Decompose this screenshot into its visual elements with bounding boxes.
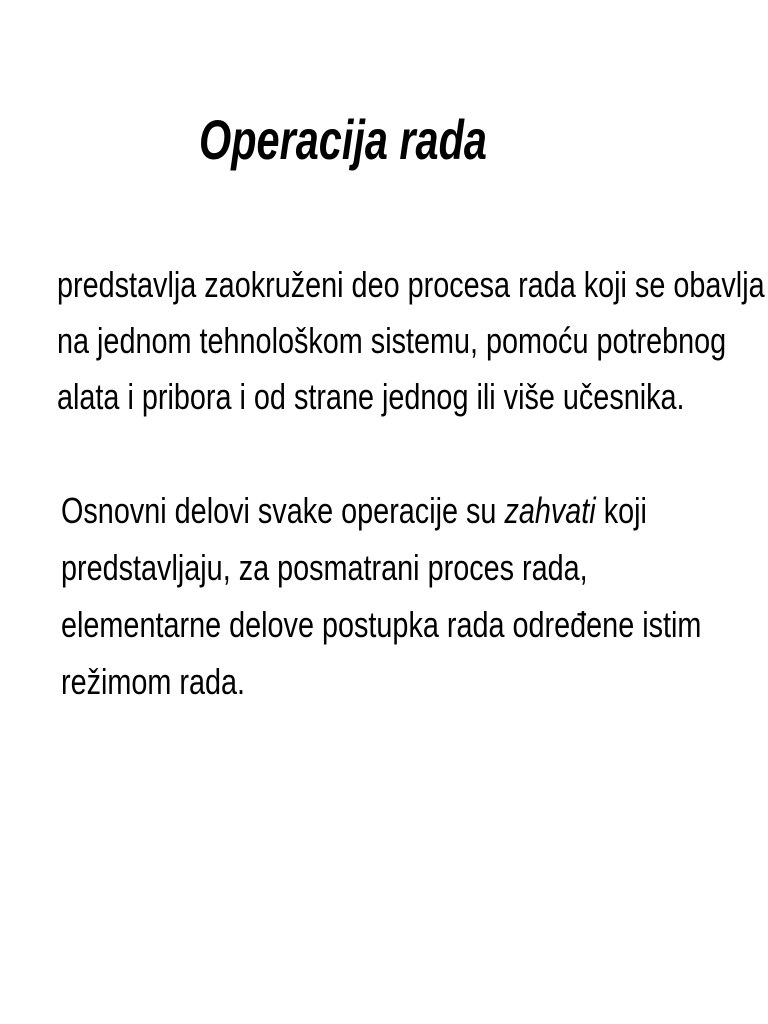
parts-line-1-end: koji [595,490,647,531]
parts-paragraph [61,483,701,711]
parts-line-1 [61,483,701,539]
definition-line-3: alata i pribora i od strane jednog ili više učesnika. [57,376,685,417]
parts-line-1-start: Osnovni delovi svake operacije su [61,490,505,531]
emphasis-term-zahvati: zahvati [504,490,596,531]
definition-paragraph [57,257,765,425]
definition-line-1: predstavlja zaokruženi deo procesa rada koji se obavlja [57,264,765,305]
parts-line-3: elementarne delove postupka rada određene istim [61,604,702,645]
parts-line-4: režimom rada. [61,661,246,702]
definition-line-2: na jednom tehnološkom sistemu, pomoću potrebnog [57,320,727,361]
parts-line-2: predstavljaju, za posmatrani proces rada, [61,547,588,588]
slide-title: Operacija rada [199,108,487,171]
